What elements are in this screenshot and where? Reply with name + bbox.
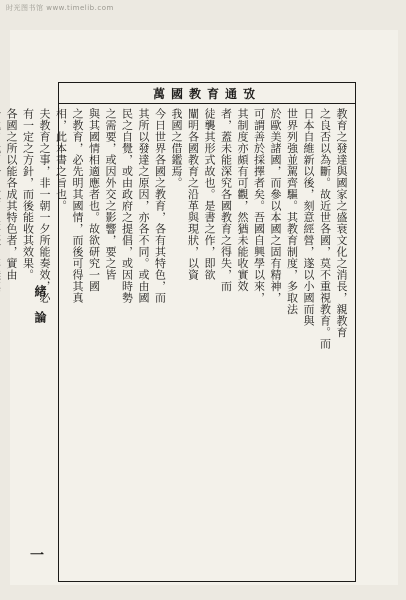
- text-column: 今日世界各國之教育，各有其特色，而: [153, 108, 167, 304]
- text-column: 世界列強並駕齊驅。其教育制度，多取法: [285, 108, 299, 315]
- text-column: 相，此本書之旨也。: [54, 108, 68, 212]
- text-column: 之需要，或因外交之影響，要之皆: [104, 108, 117, 281]
- text-column: 者，蓋未能深究各國教育之得失，而: [219, 108, 233, 292]
- text-column: 可謂善於採擇者矣。吾國自興學以來，: [252, 108, 266, 304]
- text-column: 各國之所以能各成其特色者，實由: [5, 108, 18, 281]
- paragraph-3: [0, 108, 52, 577]
- text-column: 闡明各國教育之沿革與現狀，以資: [186, 108, 200, 281]
- text-column: 之良否以為斷。故近世各國，莫不重視教育。而: [318, 108, 332, 350]
- section-margin-label: 緒論: [33, 285, 47, 337]
- text-column: 夫教育之事，非一朝一夕所能奏效，必: [38, 108, 51, 304]
- text-column: 我國之借鑑焉。: [170, 108, 183, 189]
- text-column: 之教育，必先明其國情，而後可得其真: [71, 108, 84, 304]
- text-column: 其制度亦頗有可觀，然猶未能收實效: [236, 108, 249, 292]
- text-column: 其所以發達之原因，亦各不同。或由國: [137, 108, 150, 304]
- book-page: [5, 30, 398, 585]
- running-head: 萬國教育通攷: [59, 83, 355, 104]
- page-number: 一: [30, 548, 44, 564]
- text-column: 與其國情相適應者也。故欲研究一國: [87, 108, 101, 292]
- text-column: 日本自維新以後，刻意經營，遂以小國而與: [302, 108, 315, 327]
- text-column: 徒襲其形式故也。是書之作，即欲: [203, 108, 216, 281]
- text-column: 民之自覺，或由政府之提倡，或因時勢: [120, 108, 134, 304]
- text-column: 教育之發達與國家之盛衰文化之消長，親教育: [335, 108, 348, 338]
- paragraph-2: [52, 108, 168, 577]
- paragraph-1: [168, 108, 350, 577]
- watermark-text: 时光图书馆 www.timelib.com: [6, 4, 114, 12]
- text-column: 有一定之方針，而後能收其效果。: [21, 108, 35, 281]
- text-column: 於歐美諸國，而參以本國之固有精神，: [269, 108, 282, 304]
